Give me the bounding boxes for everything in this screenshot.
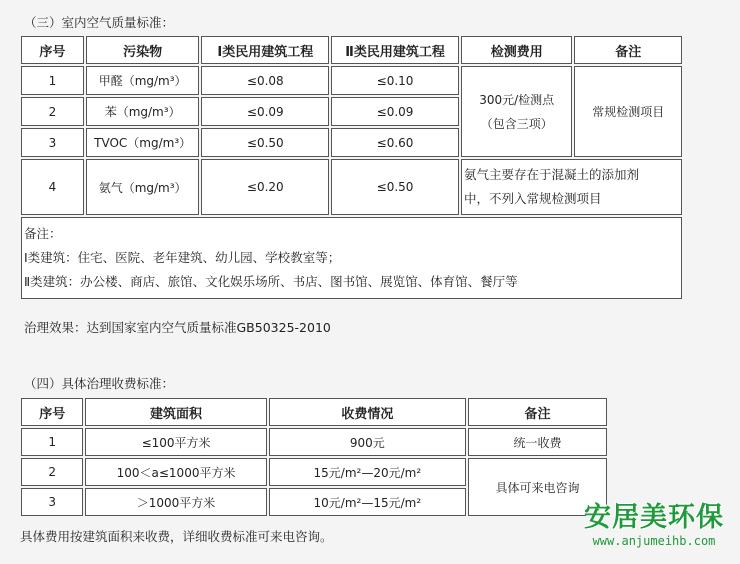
- header-remark: 备注: [468, 398, 607, 426]
- watermark-url: www.anjumeihb.com: [592, 534, 716, 548]
- fee-line2: （包含三项）: [480, 116, 553, 131]
- row-fee: 900元: [269, 428, 466, 456]
- row-class1: ≤0.09: [201, 97, 329, 126]
- header-fee: 收费情况: [269, 398, 466, 426]
- remark-ammonia-line1: 氨气主要存在于混凝土的添加剂: [463, 167, 639, 182]
- air-quality-table: [19, 34, 684, 301]
- table-row: [21, 428, 607, 456]
- row-pollutant: 氨气（mg/m³）: [86, 159, 200, 215]
- row-no: 2: [21, 97, 84, 126]
- footer-note: 具体费用按建筑面积来收费，详细收费标准可来电咨询。: [20, 529, 333, 544]
- row-class1: ≤0.50: [201, 128, 329, 157]
- row-no: 3: [21, 128, 84, 157]
- section3-heading: （三）室内空气质量标准：: [24, 15, 175, 30]
- remark-ammonia-line2: 中，不列入常规检测项目: [463, 191, 602, 206]
- remark-uniform: 统一收费: [468, 428, 607, 456]
- header-no: 序号: [21, 398, 83, 426]
- row-area: ≤100平方米: [85, 428, 266, 456]
- table-header-row: [21, 36, 682, 64]
- header-area: 建筑面积: [85, 398, 266, 426]
- row-no: 1: [21, 428, 83, 456]
- row-class1: ≤0.20: [201, 159, 329, 215]
- row-class2: ≤0.50: [331, 159, 459, 215]
- row-pollutant: TVOC（mg/m³）: [86, 128, 200, 157]
- header-remark: 备注: [574, 36, 682, 64]
- treatment-effect: 治理效果：达到国家室内空气质量标准GB50325-2010: [24, 320, 331, 335]
- note-class2: Ⅱ类建筑：办公楼、商店、旅馆、文化娱乐场所、书店、图书馆、展览馆、体育馆、餐厅等: [24, 274, 518, 289]
- row-class2: ≤0.10: [331, 66, 459, 95]
- fee-cell: [461, 66, 573, 157]
- row-fee: 10元/m²—15元/m²: [269, 488, 466, 516]
- notes-cell: [21, 217, 682, 299]
- notes-title: 备注：: [24, 226, 62, 241]
- header-pollutant: 污染物: [86, 36, 200, 64]
- fee-table: [19, 396, 609, 518]
- notes-row: [21, 217, 682, 299]
- row-no: 4: [21, 159, 84, 215]
- note-class1: Ⅰ类建筑：住宅、医院、老年建筑、幼儿园、学校教室等；: [24, 250, 341, 265]
- row-pollutant: 苯（mg/m³）: [86, 97, 200, 126]
- row-area: 100＜a≤1000平方米: [85, 458, 266, 486]
- row-no: 2: [21, 458, 83, 486]
- header-no: 序号: [21, 36, 84, 64]
- row-fee: 15元/m²—20元/m²: [269, 458, 466, 486]
- row-class2: ≤0.60: [331, 128, 459, 157]
- header-fee: 检测费用: [461, 36, 573, 64]
- header-class1: Ⅰ类民用建筑工程: [201, 36, 329, 64]
- site-watermark: [570, 502, 738, 548]
- table-row: [21, 458, 607, 486]
- remark-ammonia: [461, 159, 682, 215]
- row-area: ＞1000平方米: [85, 488, 266, 516]
- header-class2: Ⅱ类民用建筑工程: [331, 36, 459, 64]
- section4-heading: （四）具体治理收费标准：: [24, 376, 175, 391]
- row-class1: ≤0.08: [201, 66, 329, 95]
- row-pollutant: 甲醛（mg/m³）: [86, 66, 200, 95]
- remark-routine: 常规检测项目: [574, 66, 682, 157]
- table-header-row: [21, 398, 607, 426]
- fee-line1: 300元/检测点: [479, 92, 555, 107]
- table-row: [21, 159, 682, 215]
- row-no: 1: [21, 66, 84, 95]
- watermark-logo-text: 安居美环保: [584, 502, 724, 533]
- row-class2: ≤0.09: [331, 97, 459, 126]
- table-row: [21, 66, 682, 95]
- remark-call: 具体可来电咨询: [468, 458, 607, 516]
- row-no: 3: [21, 488, 83, 516]
